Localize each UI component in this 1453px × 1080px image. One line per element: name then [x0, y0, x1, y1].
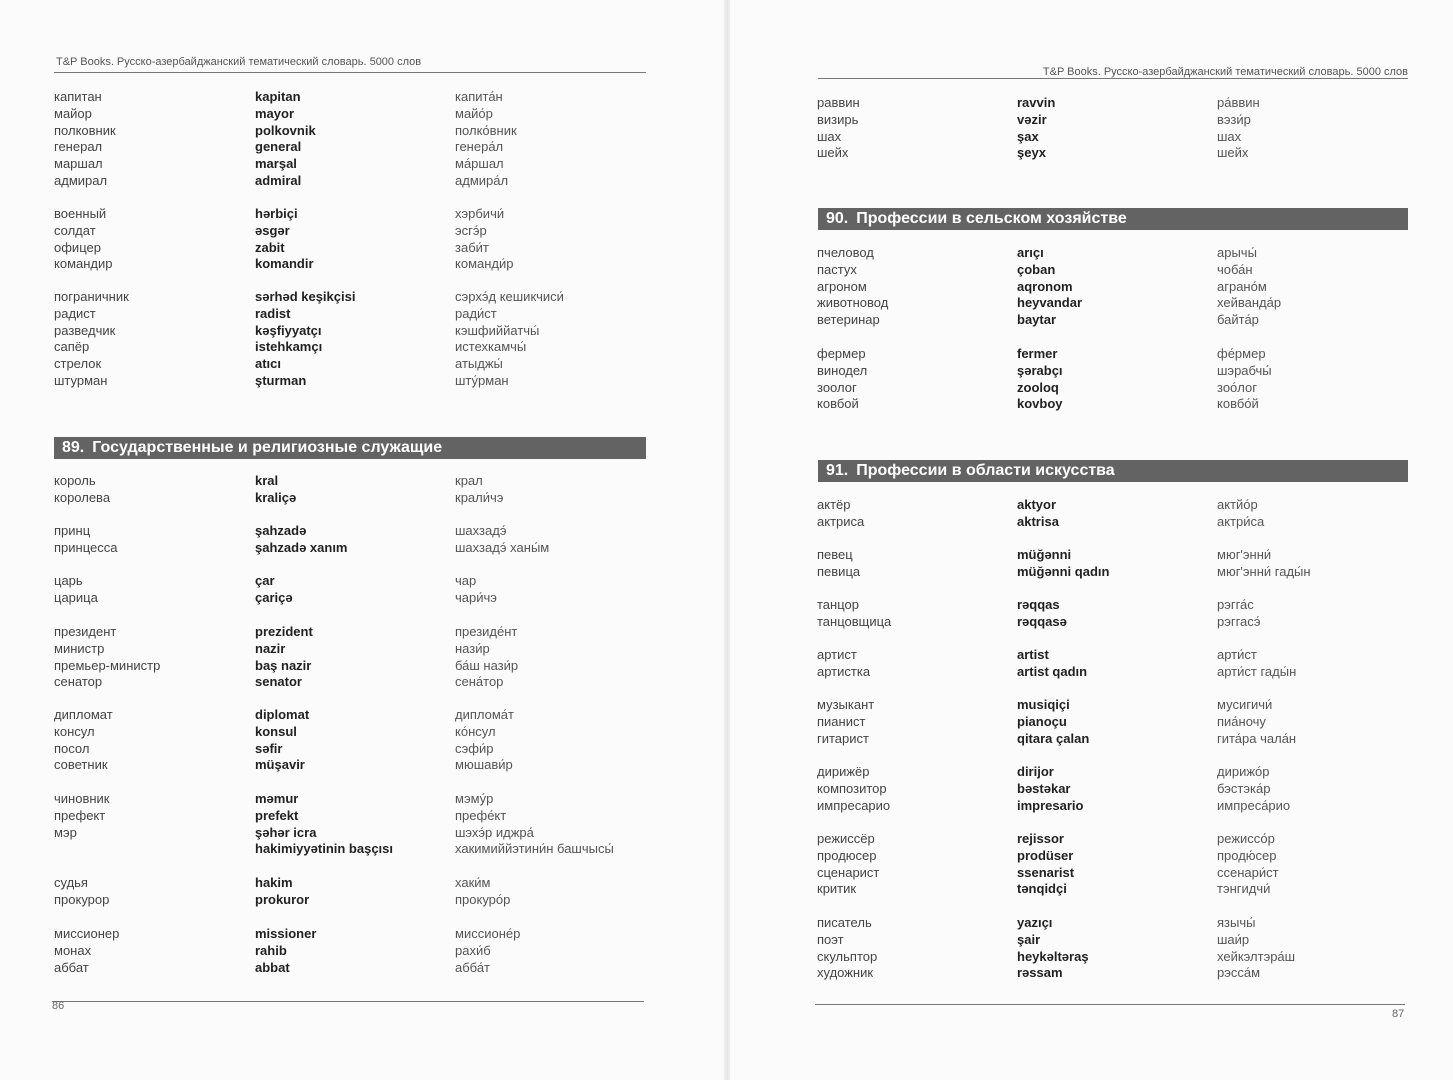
transcription: бэстэка́р — [1217, 780, 1271, 796]
transcription: ра́ввин — [1217, 95, 1260, 110]
russian-word: композитор — [817, 780, 887, 796]
azerbaijani-word: çariçə — [255, 589, 293, 605]
azerbaijani-word: ssenarist — [1017, 864, 1075, 880]
azerbaijani-word: çar — [255, 573, 275, 588]
azerbaijani-word: heykəltəraş — [1017, 948, 1089, 964]
russian-word: актёр — [817, 497, 851, 512]
azerbaijani-word: məmur — [255, 791, 299, 806]
russian-word: военный — [54, 206, 107, 221]
transcription: крал — [455, 473, 483, 488]
russian-word: шах — [817, 128, 842, 144]
azerbaijani-word: müğənni — [1017, 547, 1072, 562]
russian-word: ковбой — [817, 396, 859, 412]
running-head-right: T&P Books. Русско-азербайджанский тематический словарь. 5000 слов — [1042, 66, 1408, 78]
transcription: мюг'энни́ гады́н — [1217, 563, 1311, 579]
azerbaijani-word: rəssam — [1017, 965, 1063, 981]
russian-word: аббат — [54, 959, 89, 975]
russian-word: принцесса — [54, 539, 118, 555]
transcription: рэгга́с — [1217, 597, 1254, 612]
russian-word: зоолог — [817, 379, 857, 395]
transcription: чари́чэ — [455, 589, 497, 605]
header-rule-left — [54, 72, 646, 73]
transcription: ради́ст — [455, 305, 497, 321]
transcription: чар — [455, 573, 477, 588]
azerbaijani-word: admiral — [255, 173, 302, 188]
transcription: кэшфиййатчы́ — [455, 322, 540, 338]
azerbaijani-word: hərbiçi — [255, 206, 298, 221]
transcription: мусигичи́ — [1217, 697, 1273, 712]
russian-word: чиновник — [54, 791, 110, 806]
azerbaijani-word: prodüser — [1017, 847, 1074, 863]
russian-word: животновод — [817, 295, 889, 311]
azerbaijani-word: heyvandar — [1017, 295, 1083, 311]
azerbaijani-word: səfir — [255, 740, 283, 756]
russian-word: принц — [54, 523, 91, 538]
transcription: хаки́м — [455, 875, 491, 890]
transcription: байта́р — [1217, 312, 1259, 328]
transcription: капита́н — [455, 89, 503, 104]
azerbaijani-word: şəhər icra — [255, 824, 317, 840]
azerbaijani-word: mayor — [255, 105, 295, 121]
azerbaijani-word: şturman — [255, 373, 307, 388]
footer-rule-right — [815, 1004, 1405, 1005]
azerbaijani-word: abbat — [255, 959, 290, 975]
transcription: аграно́м — [1217, 278, 1267, 294]
page-number-left: 86 — [52, 1000, 65, 1012]
transcription: крали́чэ — [455, 489, 504, 505]
russian-word: министр — [54, 640, 105, 656]
transcription: эсгэ́р — [455, 222, 487, 238]
russian-word: разведчик — [54, 322, 116, 338]
azerbaijani-word: impresario — [1017, 797, 1084, 813]
transcription: сена́тор — [455, 674, 504, 690]
azerbaijani-word: diplomat — [255, 707, 310, 722]
russian-word: шейх — [817, 145, 849, 161]
section-number: 91. — [826, 462, 849, 479]
transcription: вэзи́р — [1217, 111, 1251, 127]
russian-word: скульптор — [817, 948, 878, 964]
russian-word: капитан — [54, 89, 102, 104]
transcription: шах — [1217, 128, 1242, 144]
russian-word: полковник — [54, 122, 116, 138]
transcription: тэнгидчи́ — [1217, 881, 1271, 897]
russian-word: агроном — [817, 278, 867, 294]
azerbaijani-word: hakimiyyətinin başçısı — [255, 841, 394, 857]
azerbaijani-word: aktyor — [1017, 497, 1057, 512]
transcription: генера́л — [455, 139, 504, 155]
transcription: сэрхэ́д кешикчиси́ — [455, 289, 564, 304]
azerbaijani-word: şax — [1017, 128, 1039, 144]
transcription: шаи́р — [1217, 931, 1250, 947]
azerbaijani-word: yazıçı — [1017, 915, 1053, 930]
russian-word: раввин — [817, 95, 860, 110]
russian-word: музыкант — [817, 697, 875, 712]
azerbaijani-word: artist qadın — [1017, 663, 1088, 679]
russian-word: танцовщица — [817, 613, 892, 629]
russian-word: офицер — [54, 239, 101, 255]
footer-rule-left — [52, 1001, 644, 1002]
russian-word: продюсер — [817, 847, 877, 863]
azerbaijani-word: prefekt — [255, 807, 299, 823]
azerbaijani-word: prezident — [255, 624, 313, 639]
azerbaijani-word: zooloq — [1017, 379, 1059, 395]
russian-word: импресарио — [817, 797, 891, 813]
azerbaijani-word: kapitan — [255, 89, 301, 104]
russian-word: визирь — [817, 111, 859, 127]
section-91-header — [818, 460, 1408, 482]
russian-word: гитарист — [817, 730, 869, 746]
azerbaijani-word: artist — [1017, 647, 1049, 662]
azerbaijani-word: çoban — [1017, 261, 1056, 277]
transcription: режиссо́р — [1217, 831, 1275, 846]
russian-word: артист — [817, 647, 857, 662]
transcription: хэрбичи́ — [455, 206, 505, 221]
russian-word: артистка — [817, 663, 871, 679]
transcription: адмира́л — [455, 173, 509, 188]
azerbaijani-word: baytar — [1017, 312, 1057, 328]
transcription: продю́сер — [1217, 847, 1277, 863]
azerbaijani-word: bəstəkar — [1017, 780, 1071, 796]
section-title: Государственные и религиозные служащие — [92, 439, 443, 456]
azerbaijani-word: nazir — [255, 640, 286, 656]
transcription: полко́вник — [455, 122, 517, 138]
azerbaijani-word: kovboy — [1017, 396, 1063, 412]
azerbaijani-word: şair — [1017, 931, 1041, 947]
transcription: истехкамчы́ — [455, 339, 527, 355]
azerbaijani-word: rəqqas — [1017, 597, 1060, 612]
azerbaijani-word: rəqqasə — [1017, 613, 1067, 629]
russian-word: фермер — [817, 346, 866, 361]
russian-word: штурман — [54, 373, 108, 388]
transcription: арычы́ — [1217, 245, 1257, 260]
russian-word: маршал — [54, 156, 103, 172]
azerbaijani-word: pianoçu — [1017, 713, 1067, 729]
russian-word: ветеринар — [817, 312, 880, 328]
left-page — [0, 0, 726, 1080]
transcription: шейх — [1217, 145, 1249, 161]
russian-word: префект — [54, 807, 106, 823]
azerbaijani-word: müğənni qadın — [1017, 563, 1110, 579]
transcription: команди́р — [455, 256, 514, 272]
transcription: абба́т — [455, 959, 491, 975]
transcription: ковбо́й — [1217, 396, 1259, 412]
transcription: фе́рмер — [1217, 346, 1266, 361]
russian-word: миссионер — [54, 926, 120, 941]
russian-word: монах — [54, 942, 92, 958]
azerbaijani-word: sərhəd keşikçisi — [255, 289, 356, 304]
section-number: 90. — [826, 210, 849, 227]
azerbaijani-word: arıçı — [1017, 245, 1044, 260]
header-rule-right — [818, 78, 1408, 79]
transcription: чоба́н — [1217, 261, 1253, 277]
transcription: шту́рман — [455, 373, 509, 388]
russian-word: поэт — [817, 931, 844, 947]
azerbaijani-word: senator — [255, 674, 302, 690]
transcription: пиа́ночу — [1217, 713, 1266, 729]
azerbaijani-word: aqronom — [1017, 278, 1073, 294]
azerbaijani-word: atıcı — [255, 356, 282, 372]
russian-word: критик — [817, 881, 857, 897]
transcription: хейкэлтэра́ш — [1217, 948, 1296, 964]
russian-word: адмирал — [54, 173, 108, 188]
azerbaijani-word: general — [255, 139, 302, 155]
transcription: язычы́ — [1217, 915, 1256, 930]
transcription: импреса́рио — [1217, 797, 1291, 813]
russian-word: пчеловод — [817, 245, 874, 260]
russian-word: пограничник — [54, 289, 129, 304]
azerbaijani-word: istehkamçı — [255, 339, 323, 355]
azerbaijani-word: baş nazir — [255, 657, 312, 673]
russian-word: сценарист — [817, 864, 880, 880]
transcription: арти́ст гады́н — [1217, 663, 1297, 679]
russian-word: королева — [54, 489, 111, 505]
azerbaijani-word: musiqiçi — [1017, 697, 1070, 712]
azerbaijani-word: kəşfiyyatçı — [255, 322, 322, 338]
russian-word: писатель — [817, 915, 872, 930]
transcription: ссенари́ст — [1217, 864, 1279, 880]
azerbaijani-word: zabit — [255, 239, 285, 255]
section-title: Профессии в области искусства — [856, 462, 1115, 479]
azerbaijani-word: tənqidçi — [1017, 881, 1067, 897]
transcription: диплома́т — [455, 707, 514, 722]
russian-word: командир — [54, 256, 113, 272]
transcription: зоо́лог — [1217, 379, 1257, 395]
russian-word: певец — [817, 547, 853, 562]
transcription: атыджы́ — [455, 356, 503, 372]
transcription: шэхэ́р иджра́ — [455, 824, 534, 840]
azerbaijani-word: marşal — [255, 156, 297, 172]
transcription: ма́ршал — [455, 156, 504, 172]
transcription: сэфи́р — [455, 740, 494, 756]
transcription: шахзадэ́ — [455, 523, 507, 538]
transcription: префе́кт — [455, 807, 507, 823]
transcription: рэсса́м — [1217, 965, 1261, 981]
transcription: нази́р — [455, 640, 490, 656]
russian-word: пианист — [817, 713, 866, 729]
russian-word: судья — [54, 875, 88, 890]
transcription: прокуро́р — [455, 891, 511, 907]
russian-word: певица — [817, 563, 861, 579]
azerbaijani-word: şeyx — [1017, 145, 1046, 161]
azerbaijani-word: müşavir — [255, 757, 305, 773]
russian-word: прокурор — [54, 891, 110, 907]
russian-word: майор — [54, 105, 92, 121]
russian-word: генерал — [54, 139, 103, 155]
section-title: Профессии в сельском хозяйстве — [856, 210, 1127, 227]
russian-word: консул — [54, 723, 95, 739]
azerbaijani-word: rejissor — [1017, 831, 1064, 846]
russian-word: актриса — [817, 513, 865, 529]
transcription: миссионе́р — [455, 926, 521, 941]
transcription: заби́т — [455, 239, 489, 255]
section-90-header — [818, 208, 1408, 230]
russian-word: царица — [54, 589, 98, 605]
russian-word: режиссёр — [817, 831, 875, 846]
azerbaijani-word: radist — [255, 305, 291, 321]
russian-word: мэр — [54, 824, 77, 840]
transcription: ко́нсул — [455, 723, 496, 739]
russian-word: танцор — [817, 597, 859, 612]
russian-word: посол — [54, 740, 90, 756]
transcription: гита́ра чала́н — [1217, 730, 1297, 746]
russian-word: винодел — [817, 362, 868, 378]
transcription: мюг'энни́ — [1217, 547, 1272, 562]
transcription: майо́р — [455, 105, 493, 121]
azerbaijani-word: əsgər — [255, 222, 290, 238]
russian-word: президент — [54, 624, 117, 639]
russian-word: радист — [54, 305, 96, 321]
azerbaijani-word: dirijor — [1017, 764, 1054, 779]
azerbaijani-word: rahib — [255, 942, 287, 958]
russian-word: сенатор — [54, 674, 103, 690]
azerbaijani-word: fermer — [1017, 346, 1058, 361]
azerbaijani-word: şahzadə — [255, 523, 307, 538]
transcription: дирижо́р — [1217, 764, 1270, 779]
azerbaijani-word: ravvin — [1017, 95, 1056, 110]
transcription: рахи́б — [455, 942, 491, 958]
transcription: мюшави́р — [455, 757, 513, 773]
page-number-right: 87 — [1392, 1008, 1405, 1020]
right-page — [727, 0, 1453, 1080]
section-89-header — [54, 437, 646, 459]
transcription: арти́ст — [1217, 647, 1257, 662]
russian-word: советник — [54, 757, 108, 773]
transcription: рэггасэ́ — [1217, 613, 1261, 629]
transcription: хейванда́р — [1217, 295, 1282, 311]
russian-word: пастух — [817, 261, 857, 277]
russian-word: стрелок — [54, 356, 102, 372]
transcription: президе́нт — [455, 624, 518, 639]
azerbaijani-word: aktrisa — [1017, 513, 1059, 529]
russian-word: сапёр — [54, 339, 90, 355]
russian-word: солдат — [54, 222, 96, 238]
transcription: шахзадэ́ ханы́м — [455, 539, 550, 555]
transcription: мэму́р — [455, 791, 494, 806]
transcription: ба́ш нази́р — [455, 657, 519, 673]
azerbaijani-word: vəzir — [1017, 111, 1047, 127]
russian-word: король — [54, 473, 96, 488]
transcription: хакимиййэтини́н башчысы́ — [455, 841, 614, 857]
transcription: шэрабчы́ — [1217, 362, 1272, 378]
azerbaijani-word: şahzadə xanım — [255, 539, 348, 555]
azerbaijani-word: komandir — [255, 256, 314, 272]
transcription: актйо́р — [1217, 497, 1258, 512]
azerbaijani-word: missioner — [255, 926, 317, 941]
running-head-left: T&P Books. Русско-азербайджанский тематический словарь. 5000 слов — [56, 56, 422, 68]
azerbaijani-word: polkovnik — [255, 122, 316, 138]
azerbaijani-word: prokuror — [255, 891, 310, 907]
russian-word: дирижёр — [817, 764, 870, 779]
section-number: 89. — [62, 439, 85, 456]
azerbaijani-word: konsul — [255, 723, 297, 739]
azerbaijani-word: şərabçı — [1017, 362, 1063, 378]
transcription: актри́са — [1217, 513, 1265, 529]
russian-word: царь — [54, 573, 83, 588]
russian-word: художник — [817, 965, 874, 981]
azerbaijani-word: kraliçə — [255, 489, 297, 505]
azerbaijani-word: kral — [255, 473, 279, 488]
azerbaijani-word: hakim — [255, 875, 293, 890]
russian-word: премьер-министр — [54, 657, 161, 673]
azerbaijani-word: qitara çalan — [1017, 730, 1090, 746]
russian-word: дипломат — [54, 707, 113, 722]
